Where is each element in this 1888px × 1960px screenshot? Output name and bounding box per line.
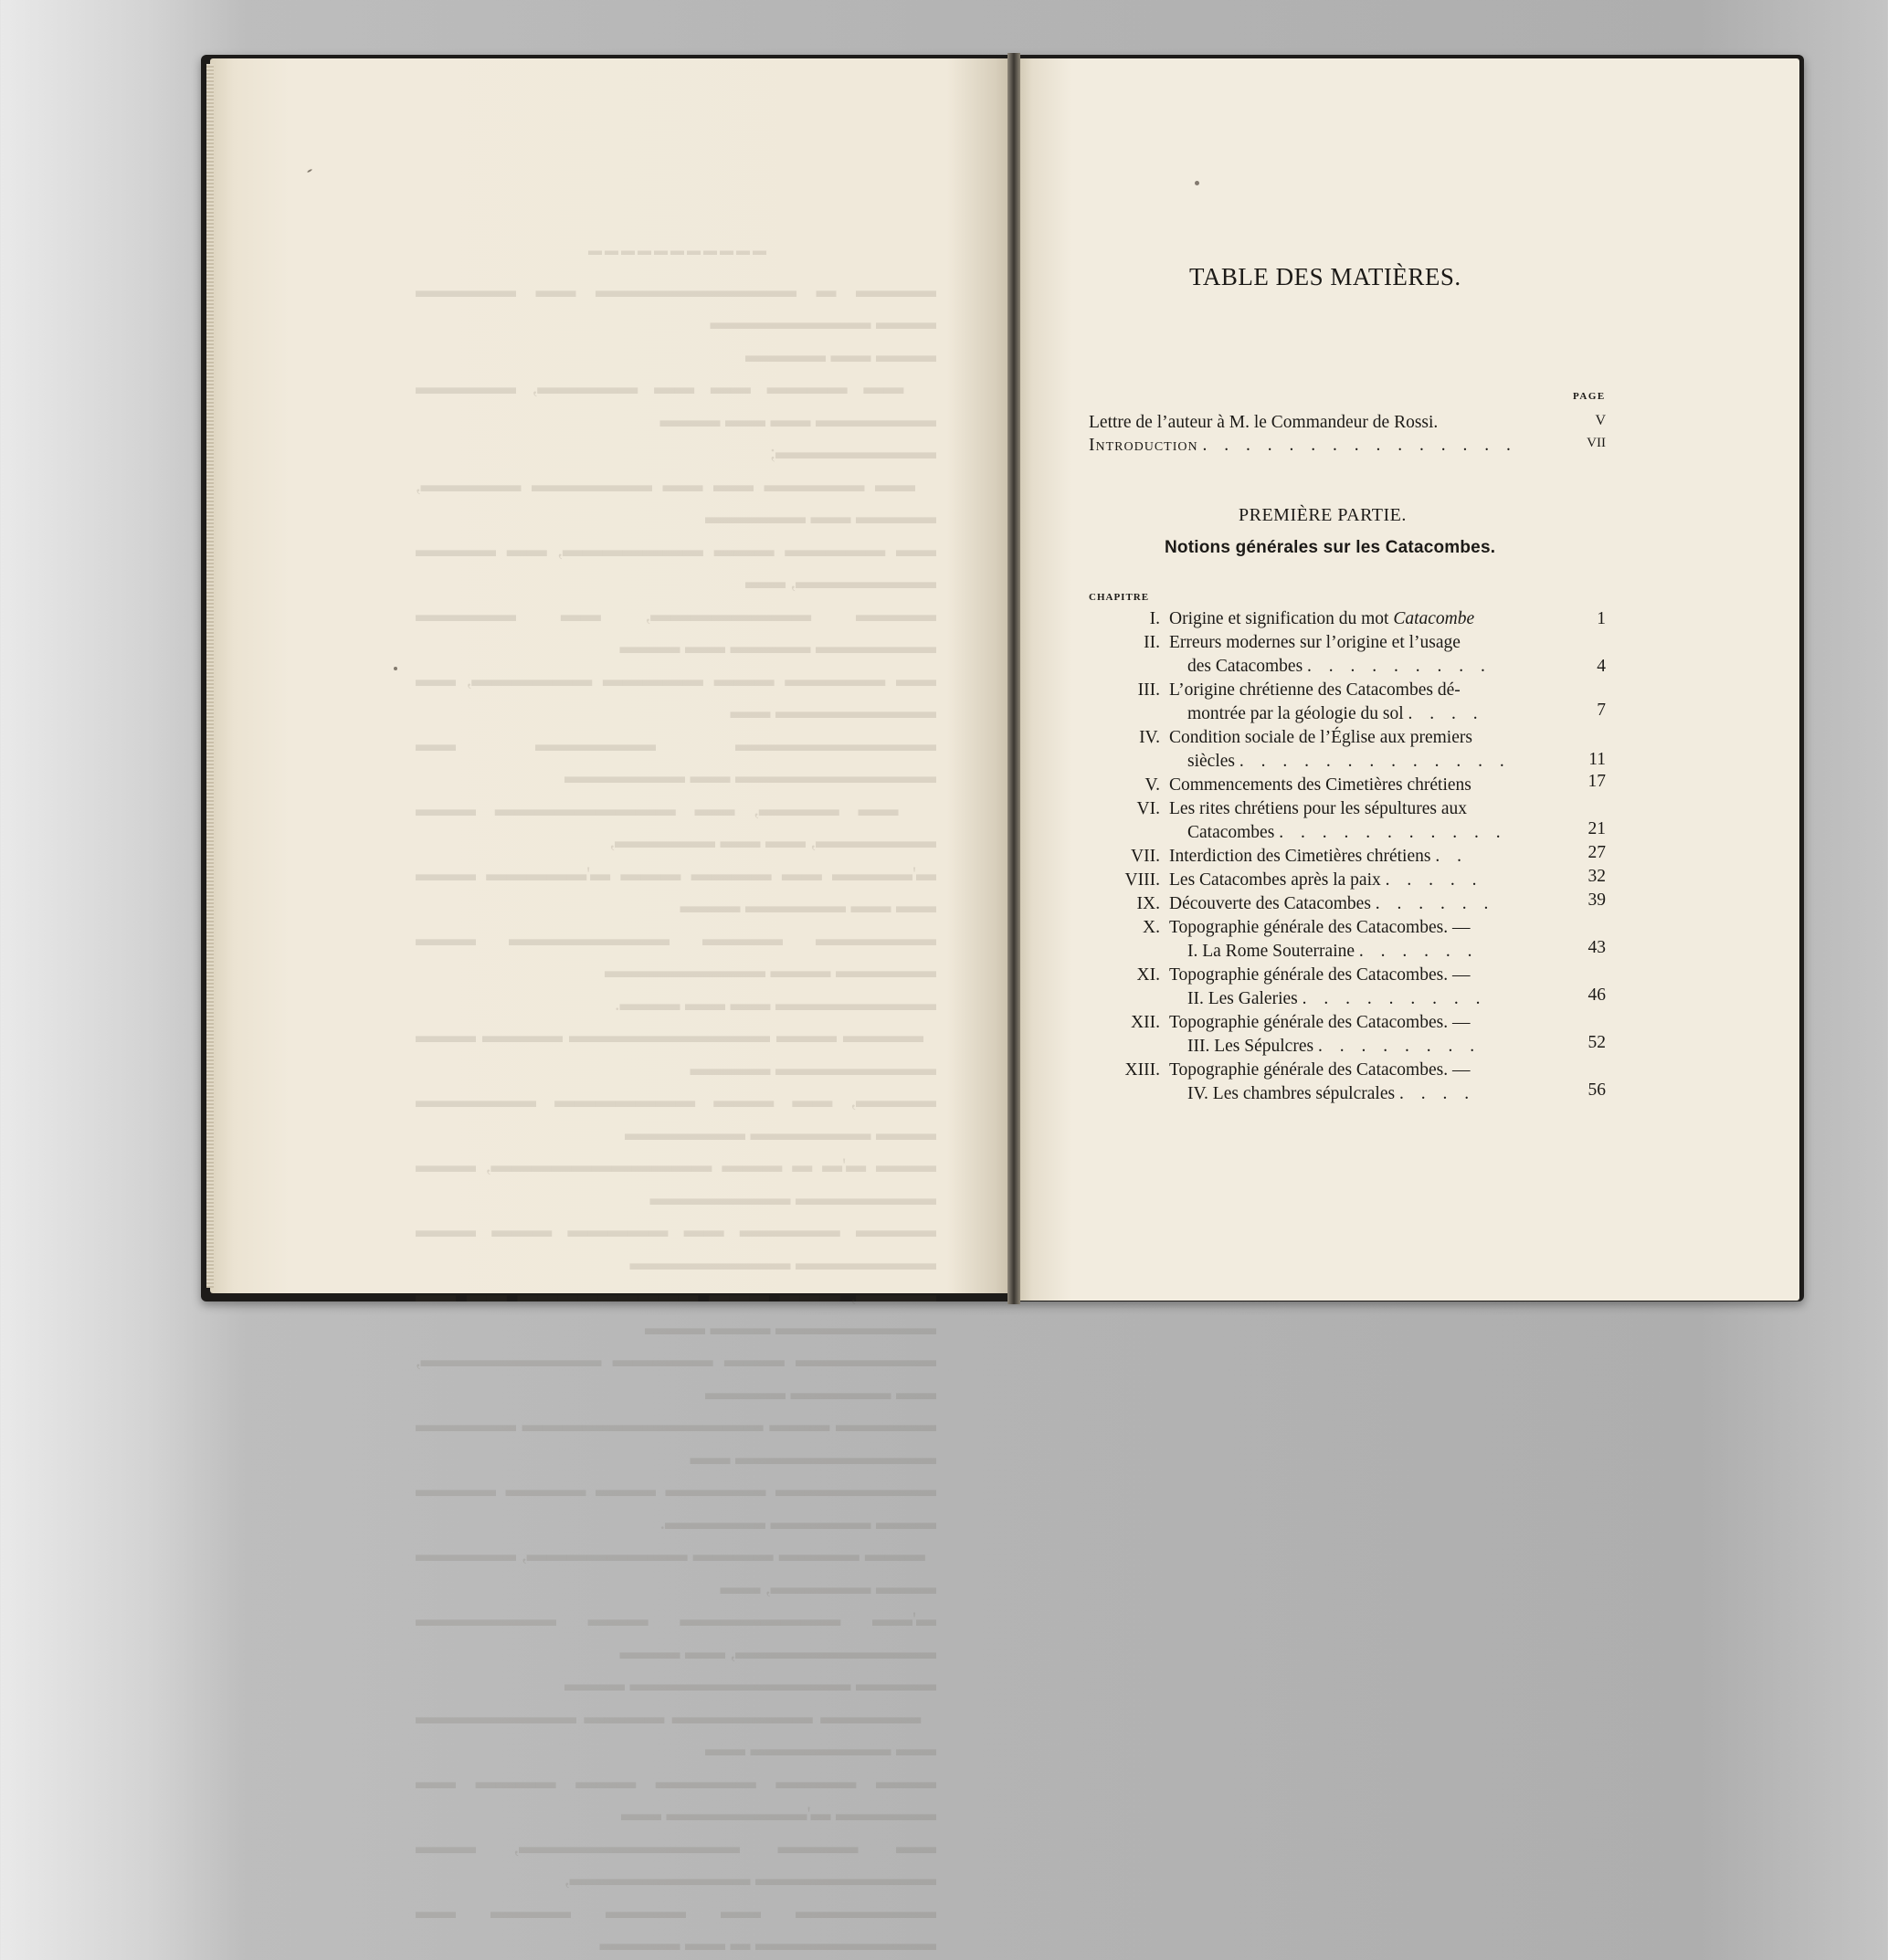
front-matter-letter: [1089, 413, 1438, 433]
leader-dots: . . . . . .: [1358, 942, 1479, 961]
front-matter-introduction: [1089, 436, 1517, 456]
leader-dots: . . . . . . . . . . . . .: [1239, 752, 1511, 771]
chapter-page: 56: [1587, 1080, 1606, 1100]
chapter-page: 46: [1587, 985, 1606, 1005]
chapter-title: L’origine chrétienne des Catacombes dé-: [1169, 680, 1461, 700]
chapter-title: Topographie générale des Catacombes. —: [1169, 918, 1471, 937]
chapter-title: [1169, 847, 1468, 867]
leader-dots: . . . . .: [1385, 870, 1483, 890]
toc-title: TABLE DES MATIÈRES.: [1189, 263, 1461, 290]
chapter-number: XI.: [1136, 965, 1160, 985]
chapter-title-continued: [1187, 704, 1484, 724]
ink-speck: [1195, 181, 1199, 185]
chapter-number: XIII.: [1124, 1060, 1160, 1080]
chapter-page: 43: [1587, 938, 1606, 957]
part-subtitle: Notions générales sur les Catacombes.: [1165, 538, 1496, 557]
leader-dots: . . . . . . . . . . . . . . .: [1202, 436, 1517, 455]
chapter-number: VIII.: [1124, 870, 1160, 890]
chapter-title-text: montrée par la géologie du sol: [1187, 704, 1404, 723]
chapter-page: 27: [1587, 843, 1606, 862]
chapter-number: III.: [1137, 680, 1160, 700]
book-gutter: [1007, 53, 1020, 1304]
front-matter-page: VII: [1587, 436, 1606, 450]
leader-dots: . . . . . . . . .: [1302, 989, 1487, 1008]
front-matter-text: Lettre de l’auteur à M. le Commandeur de Rossi.: [1089, 413, 1439, 432]
chapter-title: [1169, 870, 1483, 890]
chapter-title-continued: [1187, 752, 1511, 772]
chapter-page: 52: [1587, 1033, 1606, 1052]
chapter-number: IV.: [1139, 728, 1160, 747]
chapter-number: VI.: [1136, 799, 1160, 818]
chapter-title: Topographie générale des Catacombes. —: [1169, 1013, 1471, 1032]
chapter-number: II.: [1144, 633, 1160, 652]
page-column-label: PAGE: [1573, 391, 1606, 402]
chapter-title: Commencements des Cimetières chrétiens: [1169, 775, 1471, 795]
chapter-title-text: siècles: [1187, 752, 1235, 771]
chapter-title: Topographie générale des Catacombes. —: [1169, 1060, 1471, 1080]
chapter-number: VII.: [1131, 847, 1160, 866]
chapter-title-continued: [1187, 1084, 1475, 1104]
chapter-page: 1: [1597, 609, 1606, 628]
bleed-through-texture: ▬▬▬▬▬▬▬▬▬▬▬ ▬▬▬▬ ▬ ▬▬▬▬▬▬▬▬▬▬ ▬▬ ▬▬▬▬▬ ▬▬▬ ▬▬▬▬▬▬▬▬ ▬▬▬ ▬▬ ▬▬▬▬ ▬▬ ▬▬▬▬ ▬▬ ▬▬ ▬▬▬▬▬, ▬▬▬▬▬ ▬▬▬▬▬▬ ▬▬ ▬▬ ▬▬▬ ▬▬▬▬▬▬▬▬; ▬▬ ▬▬▬▬▬ ▬▬ ▬▬ ▬▬▬▬▬▬ ▬▬▬▬▬, ▬▬▬▬ ▬▬ ▬▬▬▬▬ ▬▬ ▬▬▬▬▬ ▬▬▬ ▬▬▬▬▬▬▬, ▬▬ ▬▬▬▬ ▬▬▬▬▬▬▬, ▬▬ ▬▬▬▬ ▬▬▬▬▬▬▬▬, ▬▬ ▬▬▬▬▬ ▬▬▬▬▬▬ ▬▬▬▬ ▬▬ ▬▬▬ ▬▬ ▬▬▬▬▬ ▬▬▬ ▬▬▬▬▬ ▬▬▬▬▬▬, ▬▬ ▬▬▬▬▬▬▬▬ ▬▬ ▬▬▬▬▬▬▬▬▬▬ ▬▬▬▬▬▬ ▬▬ ▬▬▬▬▬▬▬▬▬▬ ▬▬ ▬▬▬▬▬▬ ▬▬ ▬▬▬▬, ▬▬ ▬▬▬▬▬▬▬▬▬ ▬▬▬ ▬▬▬▬▬▬, ▬▬ ▬▬ ▬▬▬▬▬, ▬'▬▬▬▬ ▬▬ ▬▬▬▬ ▬▬▬ ▬'▬▬▬▬▬ ▬▬▬ ▬▬ ▬▬ ▬▬▬▬▬ ▬▬▬ ▬▬▬▬▬▬ ▬▬▬▬ ▬▬▬▬▬▬▬▬ ▬▬▬ ▬▬▬▬▬ ▬▬▬ ▬▬▬▬▬▬▬▬ ▬▬▬▬▬▬▬▬ ▬▬ ▬▬ ▬▬▬. ▬▬▬▬ ▬▬▬ ▬▬▬▬▬▬▬▬▬▬ ▬▬▬▬ ▬▬▬ ▬▬▬▬▬▬▬▬ ▬▬▬▬ ▬▬▬▬, ▬▬ ▬▬▬ ▬▬▬▬▬▬▬ ▬▬▬▬▬▬ ▬▬▬ ▬▬▬▬▬▬ ▬▬▬▬▬▬ ▬▬▬ ▬'▬ ▬ ▬▬▬ ▬▬▬▬▬▬▬▬▬▬▬, ▬▬▬ ▬▬▬▬▬▬▬ ▬▬▬▬▬▬▬ ▬▬▬▬ ▬▬▬▬▬ ▬▬ ▬▬▬▬▬ ▬▬▬ ▬▬▬ ▬▬▬▬▬▬▬ ▬▬▬▬▬▬▬▬ ▬▬▬▬, ▬▬▬ ▬▬▬ ▬▬▬▬▬▬▬▬▬ ▬▬ ▬▬ ▬▬▬▬▬▬▬▬ ▬▬▬ ▬▬▬ ▬▬▬▬▬▬▬ ▬▬▬ ▬▬▬▬▬ ▬▬▬▬▬▬▬▬▬, ▬▬ ▬▬▬▬▬ ▬▬▬▬ ▬▬▬▬▬ ▬▬▬ ▬▬▬▬▬▬▬▬▬▬▬▬ ▬▬▬▬▬ ▬▬▬▬▬▬▬▬▬▬ ▬▬ ▬▬▬▬▬▬▬▬ ▬▬▬▬▬ ▬▬▬ ▬▬▬▬ ▬▬▬▬ ▬▬▬ ▬▬▬▬▬ ▬▬▬▬▬. ▬▬▬ ▬▬▬▬ ▬▬▬▬ ▬▬▬▬▬▬▬▬, ▬▬▬▬▬ ▬▬▬ ▬▬▬▬▬, ▬▬ ▬'▬▬ ▬▬▬▬▬▬▬▬ ▬▬▬ ▬▬▬▬▬▬▬ ▬▬▬▬▬▬▬▬▬▬, ▬▬ ▬▬▬ ▬▬▬▬ ▬▬▬▬▬▬▬▬▬▬▬ ▬▬▬ ▬▬▬▬▬ ▬▬▬▬▬▬▬ ▬▬▬▬ ▬▬▬▬▬▬▬▬ ▬▬ ▬▬▬▬▬▬▬ ▬▬ ▬▬▬ ▬▬▬▬ ▬▬▬▬▬ ▬▬▬ ▬▬▬▬ ▬▬ ▬▬▬▬▬ ▬'▬▬▬▬▬▬▬ ▬▬ ▬▬ ▬▬▬▬ ▬▬▬▬▬▬▬▬▬▬▬, ▬▬▬ ▬▬▬▬▬▬▬▬▬ ▬▬▬▬▬▬▬▬▬, ▬▬▬▬▬▬▬ ▬▬ ▬▬▬▬ ▬▬▬▬ ▬▬ ▬▬▬▬▬▬▬▬▬ ▬ ▬▬ ▬▬▬▬: [416, 244, 936, 1955]
chapter-title-italic: Catacombe: [1393, 609, 1475, 628]
front-matter-text: Introduction: [1089, 436, 1198, 455]
chapter-page: 21: [1587, 819, 1606, 838]
part-title: PREMIÈRE PARTIE.: [1239, 505, 1407, 525]
chapter-title: Erreurs modernes sur l’origine et l’usage: [1169, 633, 1461, 652]
chapter-title-text: Les Catacombes après la paix: [1169, 870, 1381, 890]
chapter-title-continued: [1187, 1037, 1481, 1057]
chapter-title: Topographie générale des Catacombes. —: [1169, 965, 1471, 985]
leader-dots: . . . .: [1408, 704, 1484, 723]
chapter-page: 32: [1587, 867, 1606, 886]
leader-dots: . . . . . . . .: [1317, 1037, 1482, 1056]
ink-speck: [394, 667, 397, 670]
chapter-title-text: Découverte des Catacombes: [1169, 894, 1371, 913]
chapter-number: V.: [1144, 775, 1160, 795]
chapter-title-text: I. La Rome Souterraine: [1187, 942, 1355, 961]
right-page: [1017, 58, 1799, 1301]
front-matter-page: V: [1595, 413, 1606, 428]
chapter-title-text: Origine et signification du mot Catacombe: [1169, 609, 1475, 628]
chapter-page: 39: [1587, 890, 1606, 910]
chapter-title-text: Interdiction des Cimetières chrétiens: [1169, 847, 1431, 866]
chapter-column-label: CHAPITRE: [1089, 592, 1150, 603]
chapter-number: X.: [1143, 918, 1160, 937]
chapter-title-continued: [1187, 942, 1479, 962]
chapter-number: I.: [1149, 609, 1160, 628]
chapter-page: 11: [1588, 750, 1606, 769]
chapter-number: IX.: [1136, 894, 1160, 913]
chapter-title: Condition sociale de l’Église aux premiers: [1169, 728, 1472, 747]
chapter-page: 4: [1597, 657, 1606, 676]
leader-dots: . .: [1435, 847, 1468, 866]
chapter-title-continued: [1187, 823, 1507, 843]
chapter-title-text: des Catacombes: [1187, 657, 1303, 676]
chapter-page: 7: [1597, 701, 1606, 720]
chapter-title-text: II. Les Galeries: [1187, 989, 1298, 1008]
chapter-title-text: III. Les Sépulcres: [1187, 1037, 1314, 1056]
chapter-page: 17: [1587, 772, 1606, 791]
chapter-title-continued: [1187, 989, 1486, 1009]
chapter-title: Les rites chrétiens pour les sépultures aux: [1169, 799, 1467, 818]
page-edges: [206, 64, 214, 1288]
leader-dots: . . . . . . . . . . .: [1279, 823, 1507, 842]
leader-dots: . . . .: [1398, 1084, 1476, 1103]
chapter-title: [1169, 609, 1474, 629]
leader-dots: . . . . . .: [1375, 894, 1495, 913]
chapter-number: XII.: [1131, 1013, 1160, 1032]
chapter-title-text: Catacombes: [1187, 823, 1275, 842]
leader-dots: . . . . . . . . .: [1307, 657, 1492, 676]
chapter-title-continued: [1187, 657, 1492, 677]
chapter-title-text: IV. Les chambres sépulcrales: [1187, 1084, 1396, 1103]
chapter-title: [1169, 894, 1494, 914]
